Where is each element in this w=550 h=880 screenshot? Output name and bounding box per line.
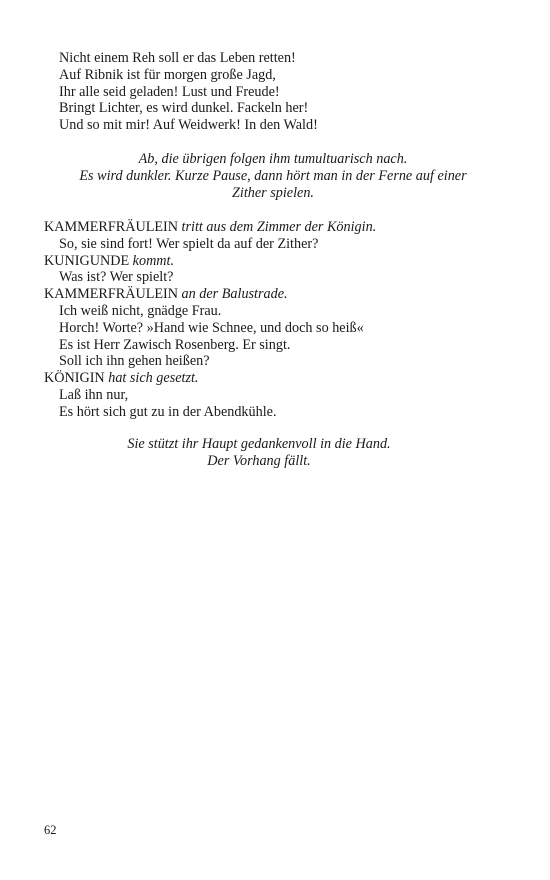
verse-line: Nicht einem Reh soll er das Leben retten!: [59, 50, 296, 66]
verse-line: Auf Ribnik ist für morgen große Jagd,: [59, 66, 276, 83]
speaker-heading: [44, 253, 484, 270]
verse-line: Bringt Lichter, es wird dunkel. Fackeln her!: [59, 100, 309, 117]
speaker-heading: [44, 286, 484, 303]
speaker-name: KAMMERFRÄULEIN: [44, 219, 178, 235]
speaker-name: KÖNIGIN: [44, 370, 105, 387]
page-number: 62: [44, 823, 57, 837]
closing-stage-direction: [44, 436, 474, 470]
speaker-name: KUNIGUNDE: [44, 252, 130, 269]
verse-line: Ihr alle seid geladen! Lust und Freude!: [59, 83, 280, 100]
dialogue-line: Was ist? Wer spielt?: [59, 269, 174, 286]
dialogue-line: Soll ich ihn gehen heißen?: [59, 353, 210, 370]
dialogue-line: Ich weiß nicht, gnädge Frau.: [59, 302, 222, 319]
dialogue-line: Es ist Herr Zawisch Rosenberg. Er singt.: [59, 336, 291, 353]
stage-direction-line: Ab, die übrigen folgen ihm tumultuarisch nach.: [138, 151, 408, 167]
dialogue-line: So, sie sind fort! Wer spielt da auf der Zither?: [59, 235, 319, 252]
speaker-direction: kommt.: [132, 252, 175, 269]
stage-direction: [38, 151, 508, 201]
stage-direction-line: Zither spielen.: [232, 184, 314, 201]
speaker-heading: [44, 219, 484, 236]
speaker-heading: [44, 370, 484, 387]
speaker-direction: tritt aus dem Zimmer der Königin.: [181, 219, 377, 235]
stage-direction-line: Es wird dunkler. Kurze Pause, dann hört man in der Ferne auf einer: [79, 167, 467, 184]
dialogue-line: Horch! Worte? »Hand wie Schnee, und doch so heiß«: [59, 319, 364, 336]
verse-line: Und so mit mir! Auf Weidwerk! In den Wald!: [59, 117, 318, 134]
speaker-direction: hat sich gesetzt.: [108, 370, 199, 387]
speaker-name: KAMMERFRÄULEIN: [44, 286, 178, 303]
dialogue-line: Es hört sich gut zu in der Abendkühle.: [59, 403, 277, 420]
verse-block: [44, 50, 484, 134]
dialogue-line: Laß ihn nur,: [59, 386, 129, 403]
stage-direction-line: Der Vorhang fällt.: [207, 452, 311, 469]
speaker-direction: an der Balustrade.: [181, 286, 288, 303]
dialogue-block: [44, 219, 484, 421]
stage-direction-line: Sie stützt ihr Haupt gedankenvoll in die Hand.: [127, 436, 391, 452]
